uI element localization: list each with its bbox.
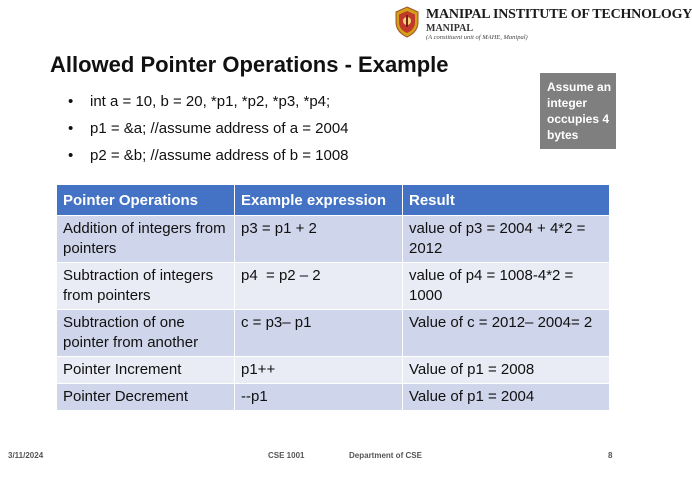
- table-cell: Value of p1 = 2008: [403, 357, 610, 384]
- bullet-item: • p1 = &a; //assume address of a = 2004: [68, 120, 349, 137]
- bullet-dot-icon: •: [68, 93, 74, 110]
- table-cell: Subtraction of integers from pointers: [57, 263, 235, 310]
- table-cell: value of p4 = 1008-4*2 = 1000: [403, 263, 610, 310]
- table-cell: --p1: [235, 384, 403, 411]
- table-row: [57, 263, 610, 310]
- table-cell: Pointer Increment: [57, 357, 235, 384]
- institution-tagline: (A constituent unit of MAHE, Manipal): [426, 34, 528, 41]
- table-header-row: [57, 185, 610, 216]
- note-box: Assume an integer occupies 4 bytes: [540, 73, 616, 149]
- table-cell: Pointer Decrement: [57, 384, 235, 411]
- footer-page-number: 8: [608, 451, 613, 460]
- table-row: [57, 216, 610, 263]
- footer-date: 3/11/2024: [8, 451, 44, 460]
- institution-logo: [390, 4, 692, 44]
- footer-department: Department of CSE: [349, 451, 422, 460]
- table-cell: c = p3– p1: [235, 310, 403, 357]
- table-cell: p4 = p2 – 2: [235, 263, 403, 310]
- table-cell: Value of c = 2012– 2004= 2: [403, 310, 610, 357]
- column-header: Pointer Operations: [57, 185, 235, 216]
- pointer-operations-table: [56, 184, 610, 411]
- table-row: [57, 357, 610, 384]
- column-header: Example expression: [235, 185, 403, 216]
- slide-title: Allowed Pointer Operations - Example: [50, 52, 449, 77]
- bullet-item: • p2 = &b; //assume address of b = 1008: [68, 147, 349, 164]
- column-header: Result: [403, 185, 610, 216]
- table-cell: value of p3 = 2004 + 4*2 = 2012: [403, 216, 610, 263]
- footer-course: CSE 1001: [268, 451, 305, 460]
- bullet-dot-icon: •: [68, 120, 74, 137]
- table-row: [57, 384, 610, 411]
- bullet-dot-icon: •: [68, 147, 74, 164]
- university-seal-icon: [394, 6, 420, 38]
- bullet-item: • int a = 10, b = 20, *p1, *p2, *p3, *p4;: [68, 93, 331, 110]
- code-bullet-list: [68, 94, 349, 175]
- table-row: [57, 310, 610, 357]
- institution-name: MANIPAL INSTITUTE OF TECHNOLOGY: [426, 7, 692, 22]
- table-cell: Value of p1 = 2004: [403, 384, 610, 411]
- table-cell: p1++: [235, 357, 403, 384]
- institution-location: MANIPAL: [426, 23, 474, 34]
- table-cell: Addition of integers from pointers: [57, 216, 235, 263]
- table-cell: Subtraction of one pointer from another: [57, 310, 235, 357]
- table-cell: p3 = p1 + 2: [235, 216, 403, 263]
